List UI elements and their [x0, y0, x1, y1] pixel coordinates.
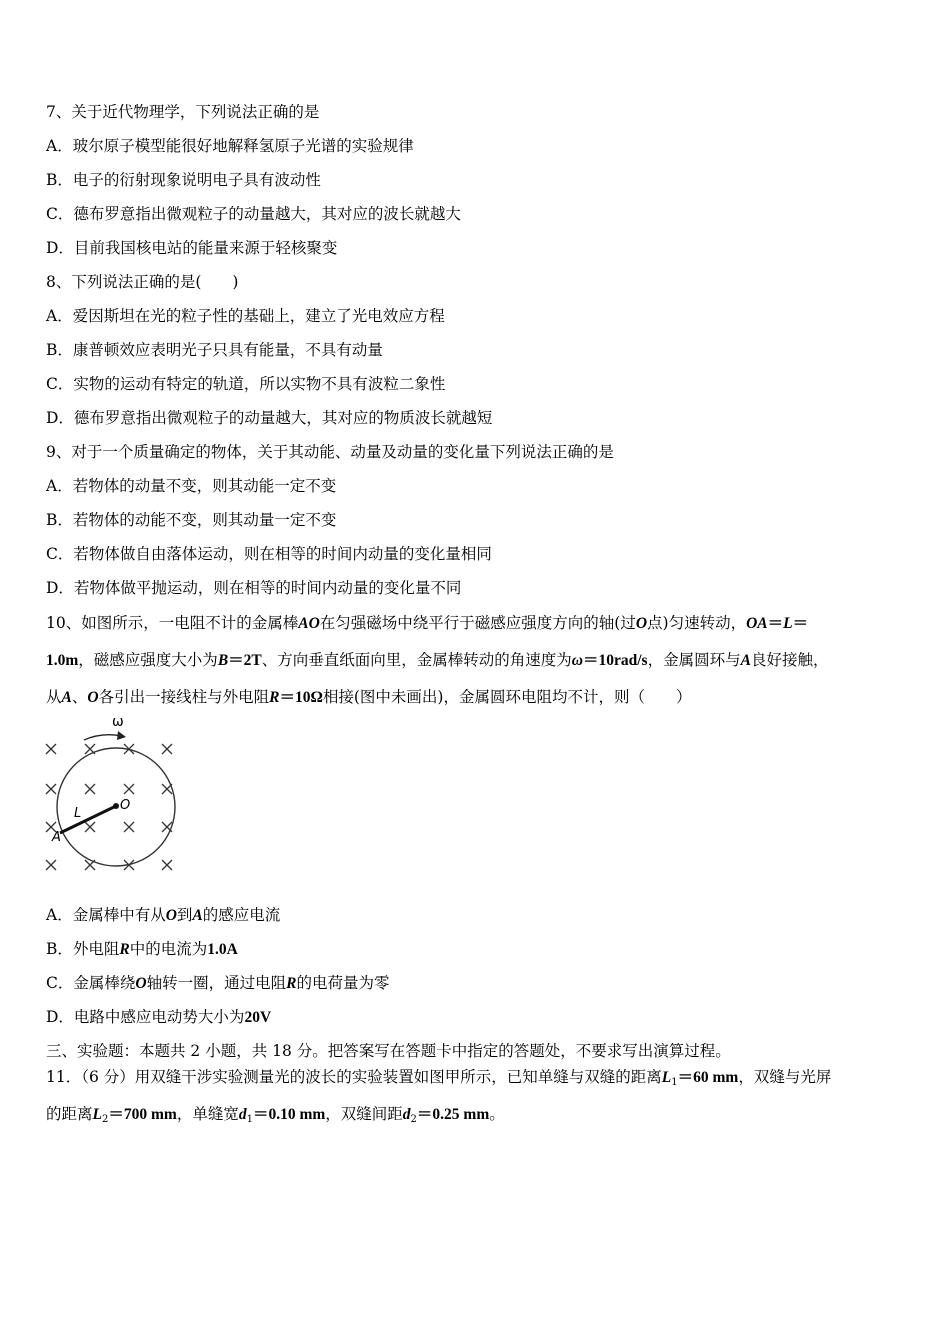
q8-stem: 8、下列说法正确的是( ): [46, 273, 239, 291]
q10-stem-line3: 从A、O各引出一接线柱与外电阻R＝10Ω相接(图中未画出)，金属圆环电阻均不计，则（ ）: [46, 688, 692, 706]
q11-line2: 的距离$L_2=700$ mm，单缝宽$d_1=0.10$ mm，双缝间距$d_2=0.25$ mm。: [46, 1105, 505, 1125]
q7-option-c: C．德布罗意指出微观粒子的动量越大，其对应的波长就越大: [46, 205, 461, 223]
q10-option-a: A．金属棒中有从O到A的感应电流: [46, 906, 281, 924]
q10-option-c: C．金属棒绕O轴转一圈，通过电阻R的电荷量为零: [46, 974, 390, 992]
section-3-header: 三、实验题：本题共 2 小题，共 18 分。把答案写在答题卡中指定的答题处，不要求写出演算过程。: [46, 1042, 731, 1060]
q8-option-a: A．爱因斯坦在光的粒子性的基础上，建立了光电效应方程: [46, 307, 445, 325]
q9-option-a: A．若物体的动量不变，则其动能一定不变: [46, 477, 337, 495]
q7-option-d: D．目前我国核电站的能量来源于轻核聚变: [46, 239, 338, 257]
q10-option-b: B．外电阻R中的电流为1.0A: [46, 940, 238, 958]
q9-option-d: D．若物体做平抛运动，则在相等的时间内动量的变化量不同: [46, 579, 462, 597]
rotating-rod-figure: [40, 712, 190, 882]
magnetic-field-crosses: [46, 744, 172, 870]
q8-option-d: D．德布罗意指出微观粒子的动量越大，其对应的物质波长就越短: [46, 409, 493, 427]
q7-option-a: A．玻尔原子模型能很好地解释氢原子光谱的实验规律: [46, 137, 414, 155]
l-label: L: [74, 806, 82, 821]
pivot-o: [113, 803, 119, 809]
q9-option-b: B．若物体的动能不变，则其动量一定不变: [46, 511, 337, 529]
q7-option-b: B．电子的衍射现象说明电子具有波动性: [46, 171, 321, 189]
q9-stem: 9、对于一个质量确定的物体，关于其动能、动量及动量的变化量下列说法正确的是: [46, 443, 614, 461]
q10-stem-line2: 1.0m，磁感应强度大小为B＝2T、方向垂直纸面向里，金属棒转动的角速度为ω＝10rad/s，金属圆环与A良好接触，: [46, 651, 829, 669]
q11-line1: 11．（6 分）用双缝干涉实验测量光的波长的实验装置如图甲所示，已知单缝与双缝的距离$L_1=60$ mm，双缝与光屏: [46, 1068, 832, 1088]
o-label: O: [120, 798, 131, 813]
omega-label: ω: [112, 714, 124, 730]
a-label: A: [52, 830, 61, 845]
q10-option-d: D．电路中感应电动势大小为20V: [46, 1008, 272, 1026]
rotation-arrowhead: [117, 731, 126, 740]
rotation-arrow: [84, 735, 122, 740]
q7-stem: 7、关于近代物理学，下列说法正确的是: [46, 103, 320, 121]
q8-option-c: C．实物的运动有特定的轨道，所以实物不具有波粒二象性: [46, 375, 446, 393]
q10-stem-line1: 10、如图所示，一电阻不计的金属棒AO在匀强磁场中绕平行于磁感应强度方向的轴(过O点)匀速转动，OA＝L＝: [46, 614, 809, 632]
q8-option-b: B．康普顿效应表明光子只具有能量，不具有动量: [46, 341, 383, 359]
q9-option-c: C．若物体做自由落体运动，则在相等的时间内动量的变化量相同: [46, 545, 492, 563]
